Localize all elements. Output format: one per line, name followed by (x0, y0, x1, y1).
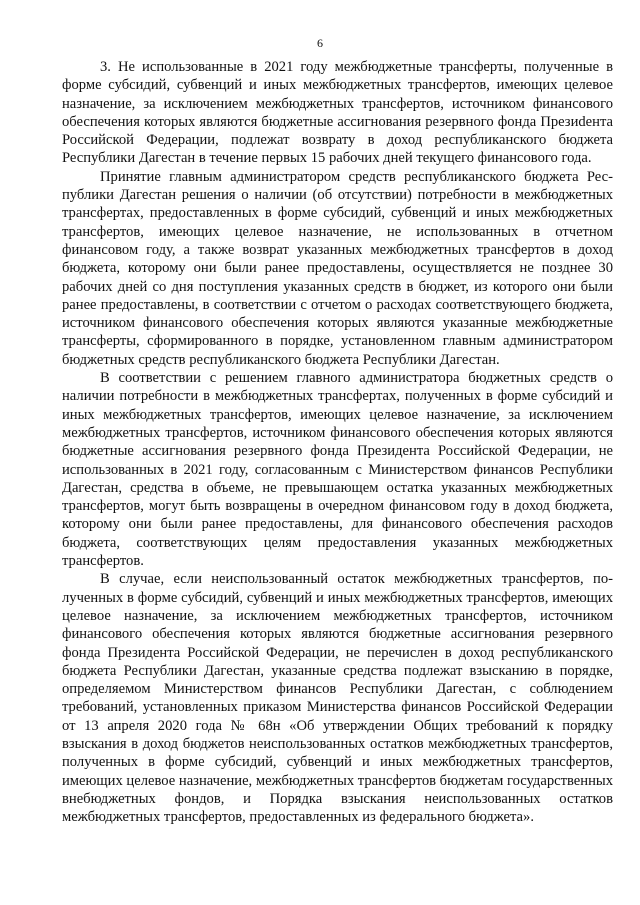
paragraph-return-of-transfers: 3. Не использованные в 2021 году межбюджетные трансферты, полученные в форме субсидий, субвенций и иных межбюджетных трансфертов, имеющих целевое назначение, за исключением межбюджетных трансфертов, источником финансового обеспечения которых являются бюджетные ассигнования резервного фонда Презиdента Российской Федерации, подлежат возврату в доход республиканского бюджета Республики Дагестан в течение первых 15 рабочих дней текущего финансового года. (62, 59, 613, 167)
page-number: 6 (317, 36, 323, 50)
paragraph-reuse-of-funds: В соответствии с решением главного администратора бюджетных средств о наличии потребности в межбюджетных трансфертах, полученных в форме субсидий и иных межбюджетных трансфертов, имеющих целевое назначение, за исключением межбюджетных трансфертов, источником финансового обеспечения которых являются бюджетные ассигнования резервного фонда Президента Российской Федерации, не использованных в 2021 году, согласованным с Министерством финансов Республики Дагестан, средства в объеме, не превышающем остатка указанных межбюджетных трансфертов, могут быть возвращены в очередном финансовом году в доход бюджета, которому они были ранее предоставлены, для финансового обеспечения расходов бюджета, соответствующих целям предоставления указанных межбюджетных трансфертов. (62, 370, 613, 570)
paragraph-collection-procedure: В случае, если неиспользованный остаток межбюджетных трансфертов, полученных в форме субсидий, субвенций и иных межбюджетных трансфертов, имеющих целевое назначение, за исключением межбюджетных трансфертов, источником финансового обеспечения которых являются бюджетные ассигнования резервного фонда Президента Российской Федерации, не перечислен в доход республиканского бюджета Республики Дагестан, указанные средства подлежат взысканию в порядке, определяемом Министерством финансов Республики Дагестан, с соблюдением требований, установленных приказом Министерства финансов Российской Федерации от 13 апреля 2020 года № 68н «Об утверждении Общих требований к порядку взыскания в доход бюджетов неиспользованных остатков межбюджетных трансфертов, полученных в форме субсидий, субвенций и иных межбюджетных трансфертов, имеющих целевое назначение, межбюджетных трансфертов бюджетам государственных внебюджетных фондов, и Порядка взыскания неиспользованных остатков межбюджетных трансфертов, предоставленных из федерального бюджета». (62, 571, 613, 826)
paragraph-administrator-decision: Принятие главным администратором средств республиканского бюджета Республики Дагестан решения о наличии (об отсутствии) потребности в межбюджетных трансфертах, предоставленных в форме субсидий, субвенций и иных межбюджетных трансфертов, имеющих целевое назначение, не использованных в отчетном финансовом году, а также возврат указанных межбюджетных трансфертов в доход бюджета, которому они были ранее предоставлены, осуществляется не позднее 30 рабочих дней со дня поступления указанных средств в бюджет, из которого они были ранее предоставлены, в соответствии с отчетом о расходах соответствующего бюджета, источником финансового обеспечения которых являются указанные межбюджетные трансферты, сформированного в порядке, установленном главным администратором бюджетных средств республиканского бюджета Республики Дагестан. (62, 168, 613, 368)
document-body (62, 58, 613, 826)
